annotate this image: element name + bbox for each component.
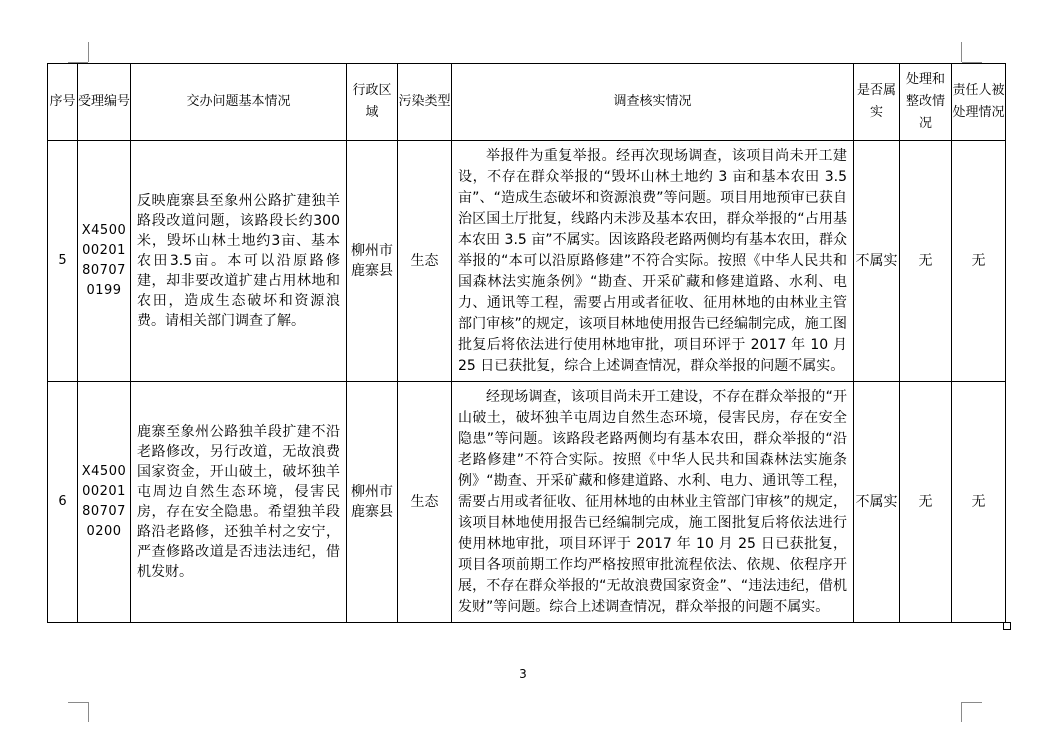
crop-mark-bottom-right-h: [962, 702, 982, 703]
header-type: 污染类型: [398, 64, 452, 141]
page-number: 3: [519, 667, 527, 681]
table-row: [48, 141, 1006, 382]
cell-type: 生态: [398, 382, 452, 623]
header-area: 行政区域: [347, 64, 398, 141]
cell-id: X4500 00201 80707 0199: [78, 141, 131, 382]
table-resize-handle[interactable]: [1003, 622, 1011, 630]
cell-seq: 6: [48, 382, 78, 623]
cell-accountability: 无: [952, 141, 1006, 382]
cell-area: 柳州市鹿寨县: [347, 382, 398, 623]
table-header-row: [48, 64, 1006, 141]
crop-mark-top-right-v: [961, 42, 962, 62]
header-seq: 序号: [48, 64, 78, 141]
table-row: [48, 382, 1006, 623]
header-verified: 是否属实: [854, 64, 900, 141]
header-issue: 交办问题基本情况: [131, 64, 347, 141]
complaint-table: [47, 63, 1006, 623]
findings-text: 举报件为重复举报。经再次现场调查，该项目尚未开工建设，不存在群众举报的“毁坏山林土地约 3 亩和基本农田 3.5 亩”、“造成生态破坏和资源浪费”等问题。项目用地预审已获自治区国土厅批复，线路内未涉及基本农田，群众举报的“占用基本农田 3.5 亩”不属实。因该路段老路两侧均有基本农田，群众举报的“本可以沿原路修建”不符合实际。按照《中华人民共和国森林法实施条例》“勘查、开采矿藏和修建道路、水利、电力、通讯等工程，需要占用或者征收、征用林地的由林业主管部门审核”的规定，该项目林地使用报告已经编制完成，施工图批复后将依法进行使用林地审批，项目环评于 2017 年 10 月 25 日已获批复，综合上述调查情况，群众举报的问题不属实。: [458, 147, 847, 374]
cell-verified: 不属实: [854, 382, 900, 623]
crop-mark-bottom-left-v: [88, 702, 89, 722]
cell-seq: 5: [48, 141, 78, 382]
cell-handling: 无: [900, 382, 952, 623]
cell-area: 柳州市鹿寨县: [347, 141, 398, 382]
crop-mark-bottom-left-h: [68, 702, 88, 703]
cell-handling: 无: [900, 141, 952, 382]
findings-text: 经现场调查，该项目尚未开工建设，不存在群众举报的“开山破土，破坏独羊屯周边自然生态环境，侵害民房，存在安全隐患”等问题。该路段老路两侧均有基本农田，群众举报的“沿老路修建”不符合实际。按照《中华人民共和国森林法实施条例》“勘查、开采矿藏和修建道路、水利、电力、通讯等工程，需要占用或者征收、征用林地的由林业主管部门审核”的规定，该项目林地使用报告已经编制完成，施工图批复后将依法进行使用林地审批，项目环评于 2017 年 10 月 25 日已获批复，项目各项前期工作均严格按照审批流程依法、依规、依程序开展，不存在群众举报的“无故浪费国家资金”、“违法违纪，借机发财”等问题。综合上述调查情况，群众举报的问题不属实。: [458, 388, 847, 615]
header-accountability: 责任人被处理情况: [952, 64, 1006, 141]
cell-findings: [452, 382, 854, 623]
cell-verified: 不属实: [854, 141, 900, 382]
cell-issue: 反映鹿寨县至象州公路扩建独羊路段改道问题，该路段长约300米，毁坏山林土地约3亩、基本农田3.5亩。本可以沿原路修建，却非要改道扩建占用林地和农田，造成生态破坏和资源浪费。请相关部门调查了解。: [131, 141, 347, 382]
cell-type: 生态: [398, 141, 452, 382]
cell-accountability: 无: [952, 382, 1006, 623]
crop-mark-bottom-right-v: [961, 702, 962, 722]
crop-mark-top-left-v: [88, 42, 89, 62]
header-id: 受理编号: [78, 64, 131, 141]
header-findings: 调查核实情况: [452, 64, 854, 141]
cell-findings: [452, 141, 854, 382]
cell-issue: 鹿寨至象州公路独羊段扩建不沿老路修改，另行改道，无故浪费国家资金，开山破土，破坏独羊屯周边自然生态环境，侵害民房，存在安全隐患。希望独羊段路沿老路修，还独羊村之安宁，严查修路改道是否违法违纪，借机发财。: [131, 382, 347, 623]
header-handling: 处理和整改情况: [900, 64, 952, 141]
cell-id: X4500 00201 80707 0200: [78, 382, 131, 623]
